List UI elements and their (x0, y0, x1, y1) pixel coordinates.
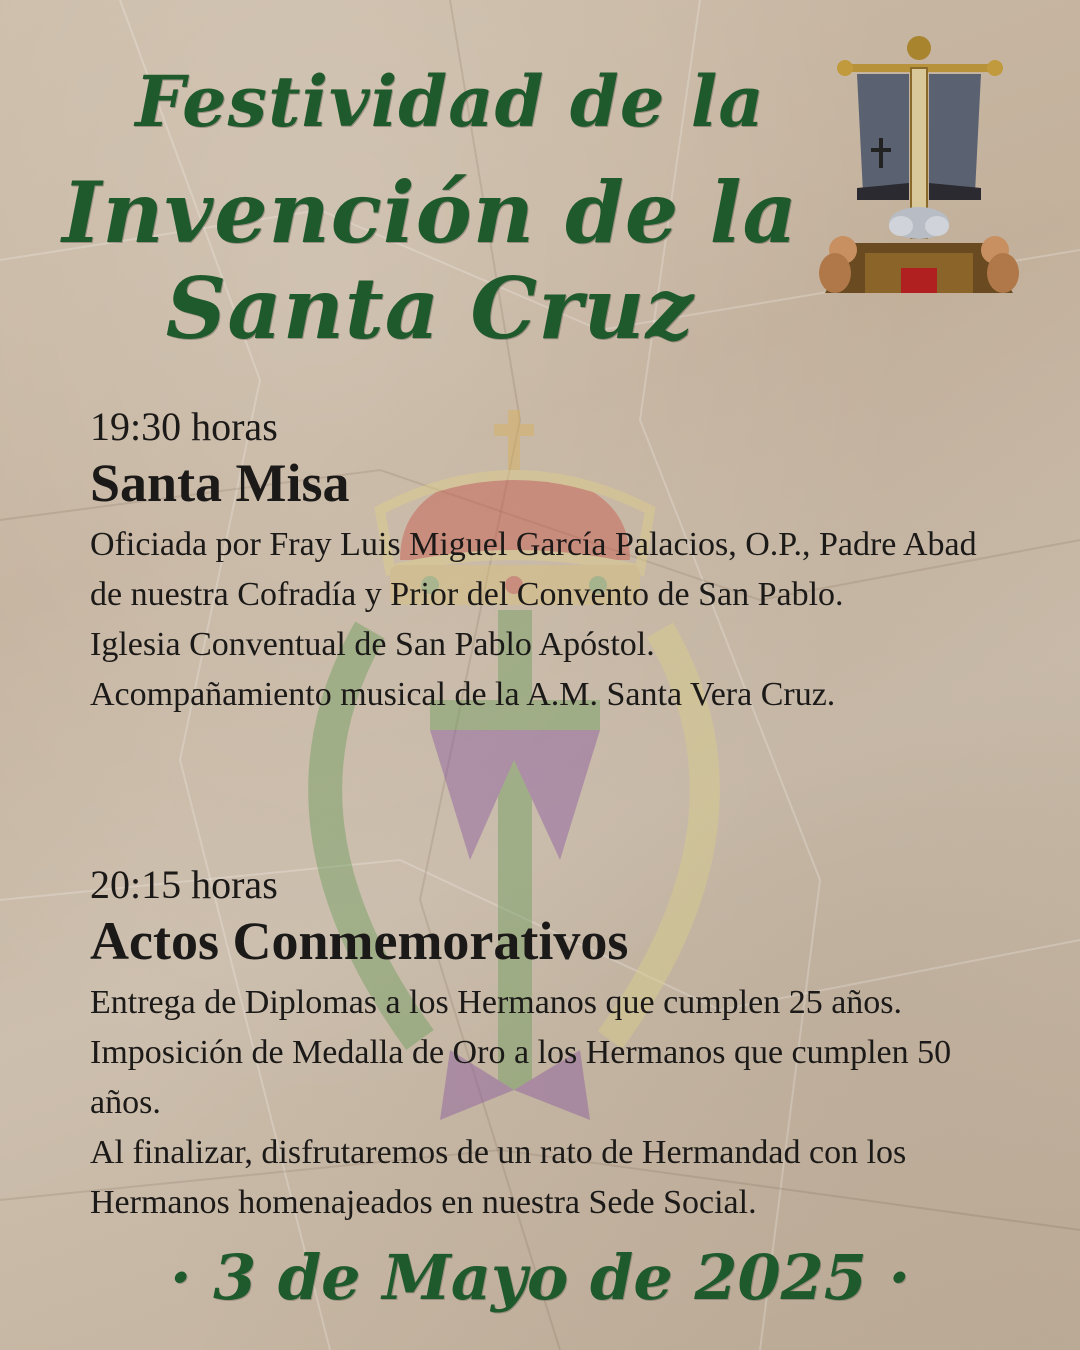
event-detail: Acompañamiento musical de la A.M. Santa Vera Cruz. (90, 676, 836, 713)
event-time: 19:30 horas (90, 404, 278, 449)
event-detail: Oficiada por Fray Luis Miguel García Palacios, O.P., Padre Abad de nuestra Cofradía y Prior del Convento de San Pablo. (90, 526, 977, 613)
event-title: Actos Conmemorativos (90, 911, 629, 971)
event-date: · 3 de Mayo de 2025 · (169, 1241, 911, 1314)
event-title: Santa Misa (90, 453, 350, 513)
event-actos-conmemorativos (90, 862, 1010, 1228)
title-line-2: Invención de la Santa Cruz (62, 163, 798, 358)
processional-cross-picture (805, 28, 1033, 293)
event-detail: Iglesia Conventual de San Pablo Apóstol. (90, 626, 655, 663)
event-detail: Entrega de Diplomas a los Hermanos que cumplen 25 años. (90, 984, 903, 1021)
event-detail: Imposición de Medalla de Oro a los Hermanos que cumplen 50 años. (90, 1034, 952, 1121)
event-santa-misa (90, 404, 1010, 720)
title-line-1: Festividad de la (135, 60, 765, 143)
event-detail: Al finalizar, disfrutaremos de un rato de Hermandad con los Hermanos homenajeados en nuestra Sede Social. (90, 1134, 907, 1221)
event-time: 20:15 horas (90, 862, 278, 907)
